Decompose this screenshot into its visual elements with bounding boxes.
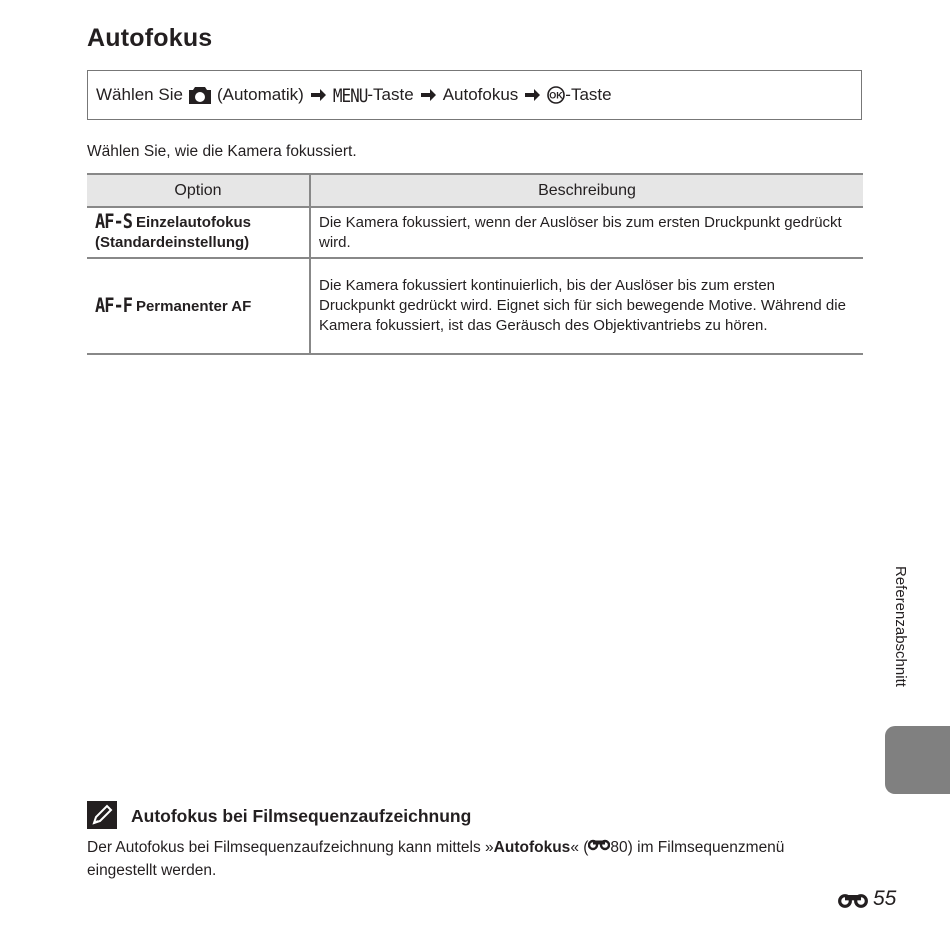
option-cell [87,207,310,258]
menu-path-box [87,70,862,120]
option-default-note: (Standardeinstellung) [95,234,250,251]
note-body [87,835,847,882]
arrow-right-icon [524,88,541,102]
menu-button-label: MENU [332,84,368,106]
ok-icon [547,86,565,104]
section-tab [885,726,950,794]
note-text: Der Autofokus bei Filmsequenzaufzeichnung kann mittels » [87,839,494,856]
af-s-icon: AF-S [95,210,132,234]
pencil-note-icon [87,801,117,829]
description-cell: Die Kamera fokussiert kontinuierlich, bis der Auslöser bis zum ersten Druckpunkt gedrückt wird. Eignet sich für sich bewegende Motive. Während die Kamera fokussiert, ist das Geräusch des Objektivantriebs zu hören. [310,258,863,354]
table-header-row [87,174,863,207]
arrow-right-icon [310,88,327,102]
option-name: Permanenter AF [135,297,252,315]
description-cell: Die Kamera fokussiert, wenn der Auslöser bis zum ersten Druckpunkt gedrückt wird. [310,207,863,258]
path-prefix: Wählen Sie [96,85,183,104]
camera-icon [188,86,212,105]
menu-suffix: -Taste [367,85,414,104]
note-text: ) im Filmsequenzmenü eingestellt werden. [87,839,785,879]
option-cell [87,258,310,354]
note-ref-page[interactable]: 80 [610,839,628,856]
path-mode: (Automatik) [216,85,304,104]
reference-section-icon [836,891,870,907]
svg-text:OK: OK [549,90,564,101]
note-text: « ( [570,839,589,856]
reference-section-icon [588,835,610,847]
arrow-right-icon [420,88,437,102]
table-row [87,207,863,258]
af-f-icon: AF-F [95,294,132,317]
path-item: Autofokus [442,85,519,104]
section-side-label: Referenzabschnitt [892,566,909,687]
note-title: Autofokus bei Filmsequenzaufzeichnung [131,806,472,826]
header-option: Option [87,174,310,207]
table-row [87,258,863,354]
page-number-value: 55 [873,887,897,910]
header-description: Beschreibung [310,174,863,207]
page-title: Autofokus [87,24,213,52]
option-name: Einzelautofokus [135,214,251,231]
options-table [87,173,863,355]
page-number [836,887,896,911]
intro-text: Wählen Sie, wie die Kamera fokussiert. [87,143,357,160]
note-bold-term: Autofokus [493,839,571,856]
ok-suffix: -Taste [565,85,612,104]
